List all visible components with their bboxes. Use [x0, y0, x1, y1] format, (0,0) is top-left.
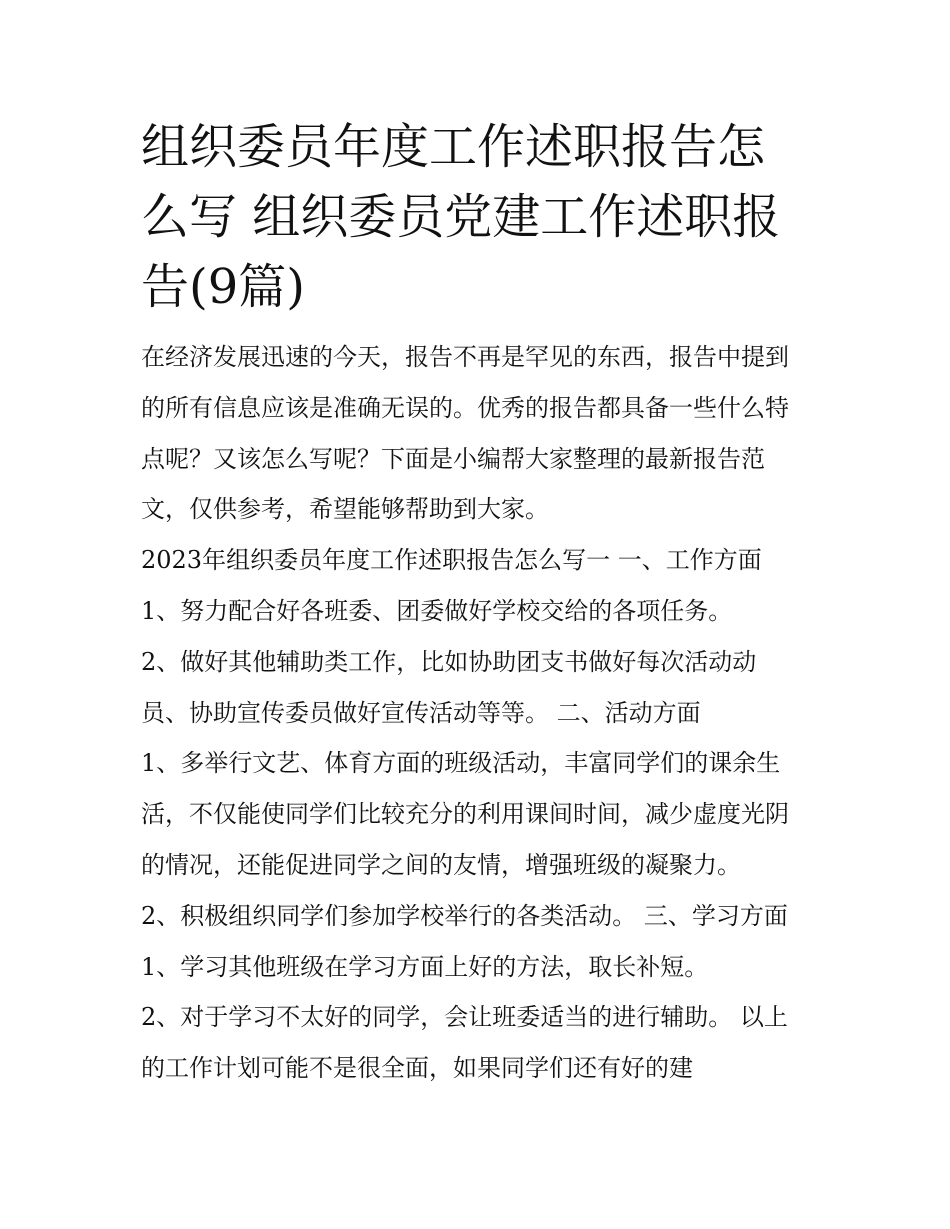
body-line: 在经济发展迅速的今天，报告不再是罕见的东西，报告中提到 [141, 343, 789, 371]
document-content [141, 112, 813, 1094]
body-line: 2、做好其他辅助类工作，比如协助团支书做好每次活动动 [141, 647, 757, 676]
body-line: 活，不仅能使同学们比较充分的利用课间时间，减少虚度光阴 [141, 800, 789, 829]
title-line: 么写 组织委员党建工作述职报 [141, 189, 781, 245]
body-line: 1、多举行文艺、体育方面的班级活动，丰富同学们的课余生 [141, 749, 781, 778]
body-line: 文，仅供参考，希望能够帮助到大家。 [141, 495, 549, 524]
section-heading-line: 2023年组织委员年度工作述职报告怎么写一 一、工作方面 [141, 546, 762, 575]
body-line: 点呢？又该怎么写呢？下面是小编帮大家整理的最新报告范 [141, 444, 765, 473]
document-body [141, 332, 813, 1094]
body-line: 的所有信息应该是准确无误的。优秀的报告都具备一些什么特 [141, 393, 789, 422]
body-line: 2、积极组织同学们参加学校举行的各类活动。 三、学习方面 [141, 901, 788, 930]
body-line: 员、协助宣传委员做好宣传活动等等。 二、活动方面 [141, 698, 701, 727]
body-line: 1、努力配合好各班委、团委做好学校交给的各项任务。 [141, 596, 733, 625]
body-line: 的情况，还能促进同学之间的友情，增强班级的凝聚力。 [141, 850, 741, 879]
title-line: 告(9篇) [141, 259, 305, 315]
body-line: 的工作计划可能不是很全面，如果同学们还有好的建 [141, 1054, 693, 1083]
title-line: 组织委员年度工作述职报告怎 [141, 119, 766, 175]
body-line: 1、学习其他班级在学习方面上好的方法，取长补短。 [141, 952, 709, 981]
body-line: 2、对于学习不太好的同学，会让班委适当的进行辅助。 以上 [141, 1003, 788, 1032]
document-title [141, 112, 813, 322]
